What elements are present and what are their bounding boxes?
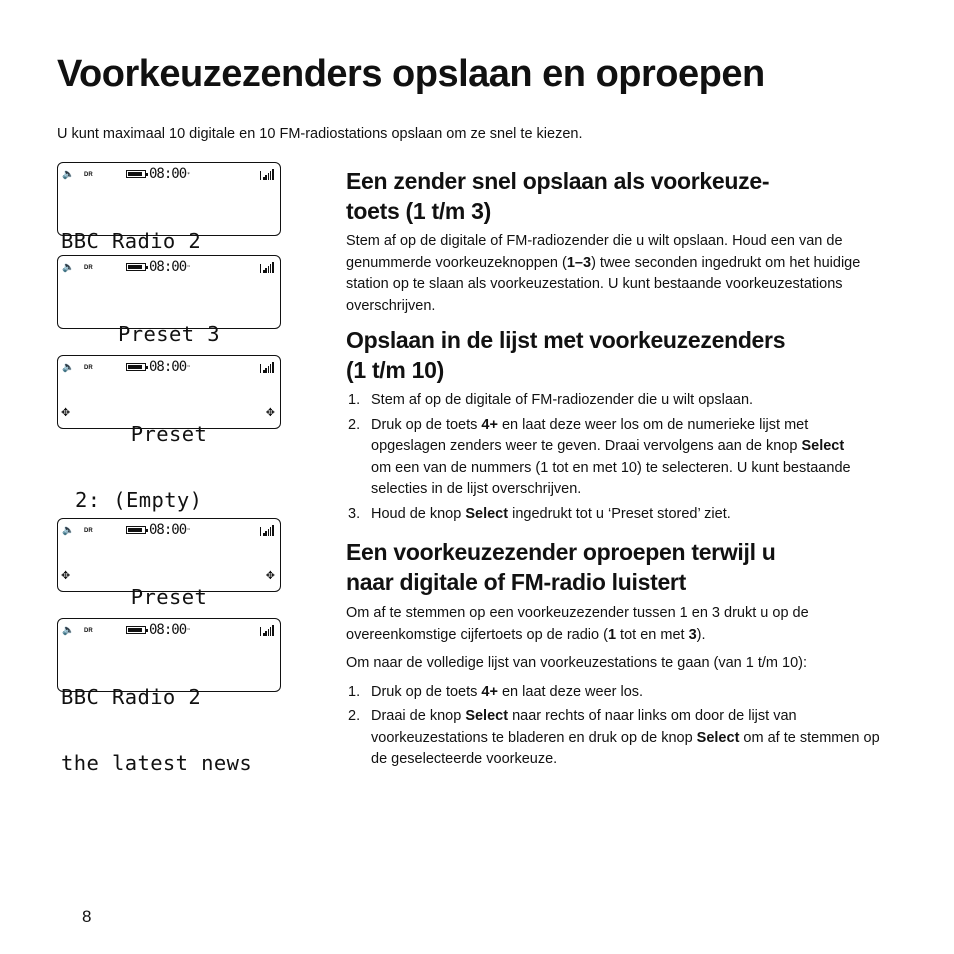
signal-bar <box>265 175 267 180</box>
section-preset-list <box>346 325 891 525</box>
signal-strength-icon <box>260 361 274 373</box>
lcd-status-bar <box>62 623 274 639</box>
lcd-line-1: Preset <box>130 422 208 446</box>
dr-indicator: DR <box>84 365 93 371</box>
signal-bar <box>270 364 272 373</box>
battery-icon <box>126 626 146 634</box>
signal-bar <box>272 625 274 636</box>
signal-bar <box>263 533 265 536</box>
page-title: Voorkeuzezenders opslaan en oproepen <box>57 53 765 95</box>
heading-line: Opslaan in de lijst met voorkeuzezenders <box>346 327 786 353</box>
battery-icon <box>126 170 146 178</box>
signal-strength-icon <box>260 168 274 180</box>
heading-line: toets (1 t/m 3) <box>346 198 492 224</box>
list-item: 2. Druk op de toets 4+ en laat deze weer los om de numerieke lijst met opgeslagen zenders weer te geven. Draai vervolgens aan de knop Select om een van de nummers (1 tot en met 10) te selecteren. U kunt bestaande selecties in de lijst overschrijven. <box>348 416 851 497</box>
display-illustrations <box>57 0 285 954</box>
signal-bar <box>268 629 270 636</box>
signal-bar <box>270 627 272 636</box>
lcd-line-2: 2: (Empty) <box>75 488 203 512</box>
lcd-line-1: Preset 3 <box>118 322 220 346</box>
lcd-clock: 08:00™ <box>149 359 191 375</box>
lcd-status-bar <box>62 260 274 276</box>
signal-bar <box>270 171 272 180</box>
lcd-clock: 08:00™ <box>149 622 191 638</box>
scroll-arrows-icon: ✥ <box>61 570 71 582</box>
battery-icon <box>126 263 146 271</box>
lcd-clock: 08:00* <box>149 166 191 182</box>
signal-bar <box>265 368 267 373</box>
antenna-mark <box>260 171 261 180</box>
dr-indicator: DR <box>84 172 93 178</box>
signal-strength-icon <box>260 624 274 636</box>
antenna-mark <box>260 264 261 273</box>
list-item: 1. Stem af op de digitale of FM-radiozender die u wilt opslaan. <box>348 392 754 408</box>
lcd-display <box>57 618 281 775</box>
steps-list <box>346 390 866 525</box>
signal-bar <box>265 631 267 636</box>
signal-bar <box>272 169 274 180</box>
section-paragraph: Om af te stemmen op een voorkeuzezender tussen 1 en 3 drukt u op de overeenkomstige cijfertoets op de radio (1 tot en met 3). <box>346 605 809 643</box>
signal-bar <box>272 525 274 536</box>
heading-line: Een zender snel opslaan als voorkeuze- <box>346 168 770 194</box>
lcd-line-1: BBC Radio 2 <box>61 229 202 253</box>
section-heading <box>346 537 891 597</box>
lcd-display <box>57 355 281 512</box>
signal-bar <box>270 527 272 536</box>
speaker-icon: 🔈 <box>62 262 75 273</box>
lcd-status-bar <box>62 167 274 183</box>
dr-indicator: DR <box>84 628 93 634</box>
lcd-line-2: the latest news <box>61 751 253 775</box>
signal-bar <box>265 268 267 273</box>
signal-strength-icon <box>260 524 274 536</box>
lcd-line-1: Preset <box>130 585 208 609</box>
list-item: 3. Houd de knop Select ingedrukt tot u ‘Preset stored’ ziet. <box>348 505 731 522</box>
section-heading <box>346 325 891 385</box>
page-number: 8 <box>82 907 92 926</box>
scroll-arrows-icon: ✥ <box>265 570 275 582</box>
section-recall-preset <box>346 537 891 771</box>
signal-bar <box>268 173 270 180</box>
section-paragraph: Om naar de volledige lijst van voorkeuzestations te gaan (van 1 t/m 10): <box>346 655 808 671</box>
signal-bar <box>263 370 265 373</box>
signal-bar <box>270 264 272 273</box>
battery-icon <box>126 363 146 371</box>
list-item: 1. Druk op de toets 4+ en laat deze weer los. <box>348 683 644 700</box>
lcd-clock: 08:00™ <box>149 259 191 275</box>
signal-bar <box>263 270 265 273</box>
dr-indicator: DR <box>84 528 93 534</box>
signal-bar <box>272 262 274 273</box>
antenna-mark <box>260 527 261 536</box>
heading-line: (1 t/m 10) <box>346 357 444 383</box>
speaker-icon: 🔈 <box>62 525 75 536</box>
section-paragraph: Stem af op de digitale of FM-radiozender die u wilt opslaan. Houd een van de genummerde voorkeuzeknoppen (1–3) twee seconden ingedrukt om het huidige station op te slaan als voorkeuzestation. U kunt bestaande voorkeuzestations overschrijven. <box>346 233 861 314</box>
lcd-display <box>57 518 281 609</box>
speaker-icon: 🔈 <box>62 625 75 636</box>
heading-line: Een voorkeuzezender oproepen terwijl u <box>346 539 776 565</box>
lcd-line-1: BBC Radio 2 <box>61 685 202 709</box>
signal-strength-icon <box>260 261 274 273</box>
signal-bar <box>263 633 265 636</box>
signal-bar <box>268 529 270 536</box>
lcd-clock: 08:00™ <box>149 522 191 538</box>
signal-bar <box>272 362 274 373</box>
signal-bar <box>268 266 270 273</box>
lcd-status-bar <box>62 523 274 539</box>
speaker-icon: 🔈 <box>62 169 75 180</box>
lcd-display <box>57 255 281 346</box>
speaker-icon: 🔈 <box>62 362 75 373</box>
heading-line: naar digitale of FM-radio luistert <box>346 569 686 595</box>
antenna-mark <box>260 364 261 373</box>
signal-bar <box>265 531 267 536</box>
section-quick-preset <box>346 166 891 317</box>
antenna-mark <box>260 627 261 636</box>
section-heading <box>346 166 891 226</box>
scroll-arrows-icon: ✥ <box>61 407 71 419</box>
lcd-display <box>57 162 281 253</box>
lcd-status-bar <box>62 360 274 376</box>
list-item: 2. Draai de knop Select naar rechts of naar links om door de lijst van voorkeuzestations te bladeren en druk op de knop Select om af te stemmen op de geselecteerde voorkeuze. <box>348 708 880 767</box>
intro-text: U kunt maximaal 10 digitale en 10 FM-radiostations opslaan om ze snel te kiezen. <box>57 126 583 142</box>
steps-list <box>346 682 886 771</box>
scroll-arrows-icon: ✥ <box>265 407 275 419</box>
signal-bar <box>268 366 270 373</box>
battery-icon <box>126 526 146 534</box>
signal-bar <box>263 177 265 180</box>
dr-indicator: DR <box>84 265 93 271</box>
